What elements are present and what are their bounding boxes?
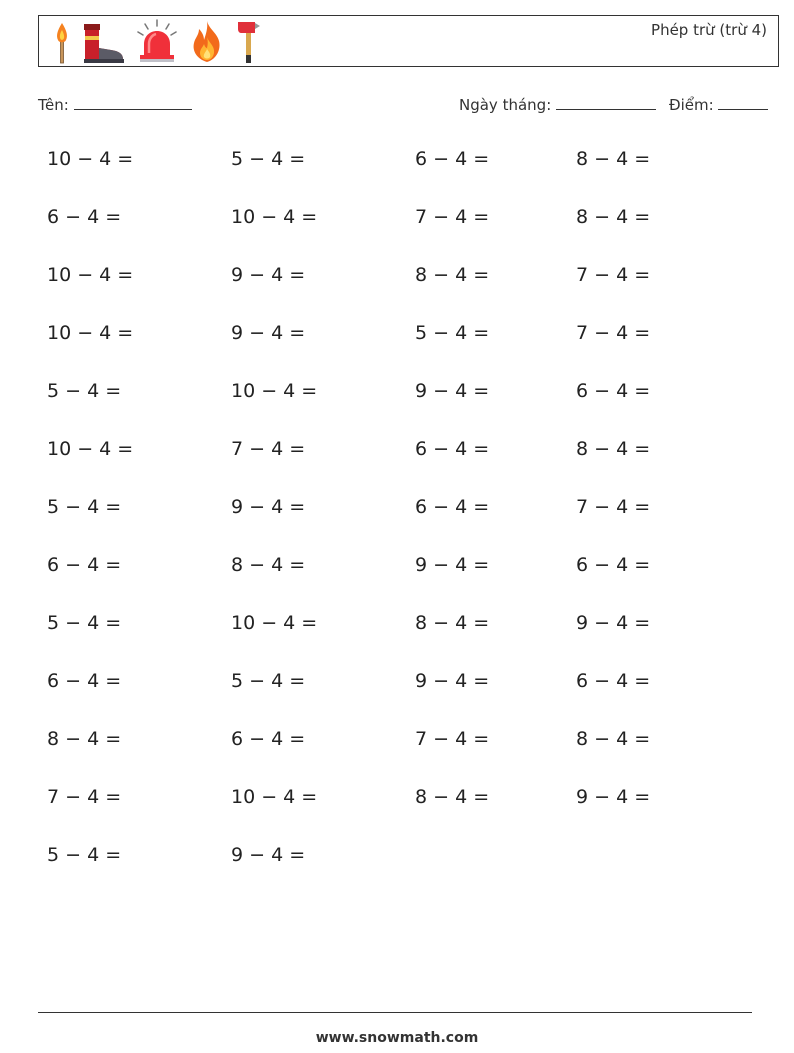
problem-item: 7 − 4 = [415, 728, 490, 750]
problem-item: 9 − 4 = [231, 844, 306, 866]
problem-item: 8 − 4 = [415, 264, 490, 286]
footer-divider [38, 1012, 752, 1013]
problem-item: 10 − 4 = [47, 438, 134, 460]
score-blank[interactable] [718, 94, 768, 110]
name-field [38, 94, 192, 114]
fire-boot-icon [81, 19, 127, 65]
date-blank[interactable] [556, 94, 656, 110]
problem-item: 9 − 4 = [231, 264, 306, 286]
problem-item: 9 − 4 = [415, 554, 490, 576]
problem-item: 9 − 4 = [576, 786, 651, 808]
matchstick-icon [51, 19, 73, 65]
problem-item: 10 − 4 = [47, 322, 134, 344]
problem-item: 8 − 4 = [47, 728, 122, 750]
problem-item: 6 − 4 = [47, 670, 122, 692]
problem-item: 7 − 4 = [415, 206, 490, 228]
date-label: Ngày tháng: [459, 96, 552, 114]
problem-item: 7 − 4 = [576, 264, 651, 286]
problem-item: 7 − 4 = [231, 438, 306, 460]
problem-item: 10 − 4 = [47, 264, 134, 286]
problem-item: 6 − 4 = [415, 438, 490, 460]
problem-item: 8 − 4 = [415, 786, 490, 808]
problem-item: 5 − 4 = [231, 148, 306, 170]
problem-item: 5 − 4 = [47, 496, 122, 518]
problem-item: 7 − 4 = [576, 496, 651, 518]
problem-item: 5 − 4 = [47, 844, 122, 866]
problem-item: 5 − 4 = [47, 612, 122, 634]
problem-item: 6 − 4 = [415, 496, 490, 518]
problem-item: 8 − 4 = [576, 148, 651, 170]
problem-item: 9 − 4 = [415, 670, 490, 692]
problem-item: 6 − 4 = [231, 728, 306, 750]
problem-item: 10 − 4 = [47, 148, 134, 170]
header-icons [51, 19, 261, 65]
name-label: Tên: [38, 96, 69, 114]
footer-url: www.snowmath.com [315, 1030, 479, 1046]
problem-item: 6 − 4 = [576, 670, 651, 692]
problem-item: 10 − 4 = [231, 380, 318, 402]
problem-item: 10 − 4 = [231, 206, 318, 228]
problem-item: 8 − 4 = [576, 438, 651, 460]
problem-item: 7 − 4 = [47, 786, 122, 808]
problem-item: 5 − 4 = [47, 380, 122, 402]
worksheet-title: Phép trừ (trừ 4) [651, 21, 767, 39]
worksheet-header [38, 15, 779, 67]
problem-item: 5 − 4 = [415, 322, 490, 344]
problem-item: 8 − 4 = [576, 206, 651, 228]
problem-item: 10 − 4 = [231, 612, 318, 634]
problem-item: 9 − 4 = [231, 496, 306, 518]
problem-item: 9 − 4 = [231, 322, 306, 344]
problem-item: 9 − 4 = [576, 612, 651, 634]
problem-item: 6 − 4 = [576, 554, 651, 576]
problem-item: 6 − 4 = [47, 206, 122, 228]
problem-item: 8 − 4 = [415, 612, 490, 634]
siren-icon [135, 19, 179, 65]
problem-item: 9 − 4 = [415, 380, 490, 402]
problem-item: 6 − 4 = [47, 554, 122, 576]
date-field [459, 94, 656, 114]
score-field [669, 94, 768, 114]
problem-item: 7 − 4 = [576, 322, 651, 344]
name-blank[interactable] [74, 94, 192, 110]
problem-item: 6 − 4 = [576, 380, 651, 402]
problem-item: 8 − 4 = [576, 728, 651, 750]
score-label: Điểm: [669, 96, 714, 114]
problem-item: 5 − 4 = [231, 670, 306, 692]
problem-item: 10 − 4 = [231, 786, 318, 808]
fire-axe-icon [235, 19, 261, 65]
problem-item: 8 − 4 = [231, 554, 306, 576]
problem-item: 6 − 4 = [415, 148, 490, 170]
flame-icon [187, 19, 227, 65]
